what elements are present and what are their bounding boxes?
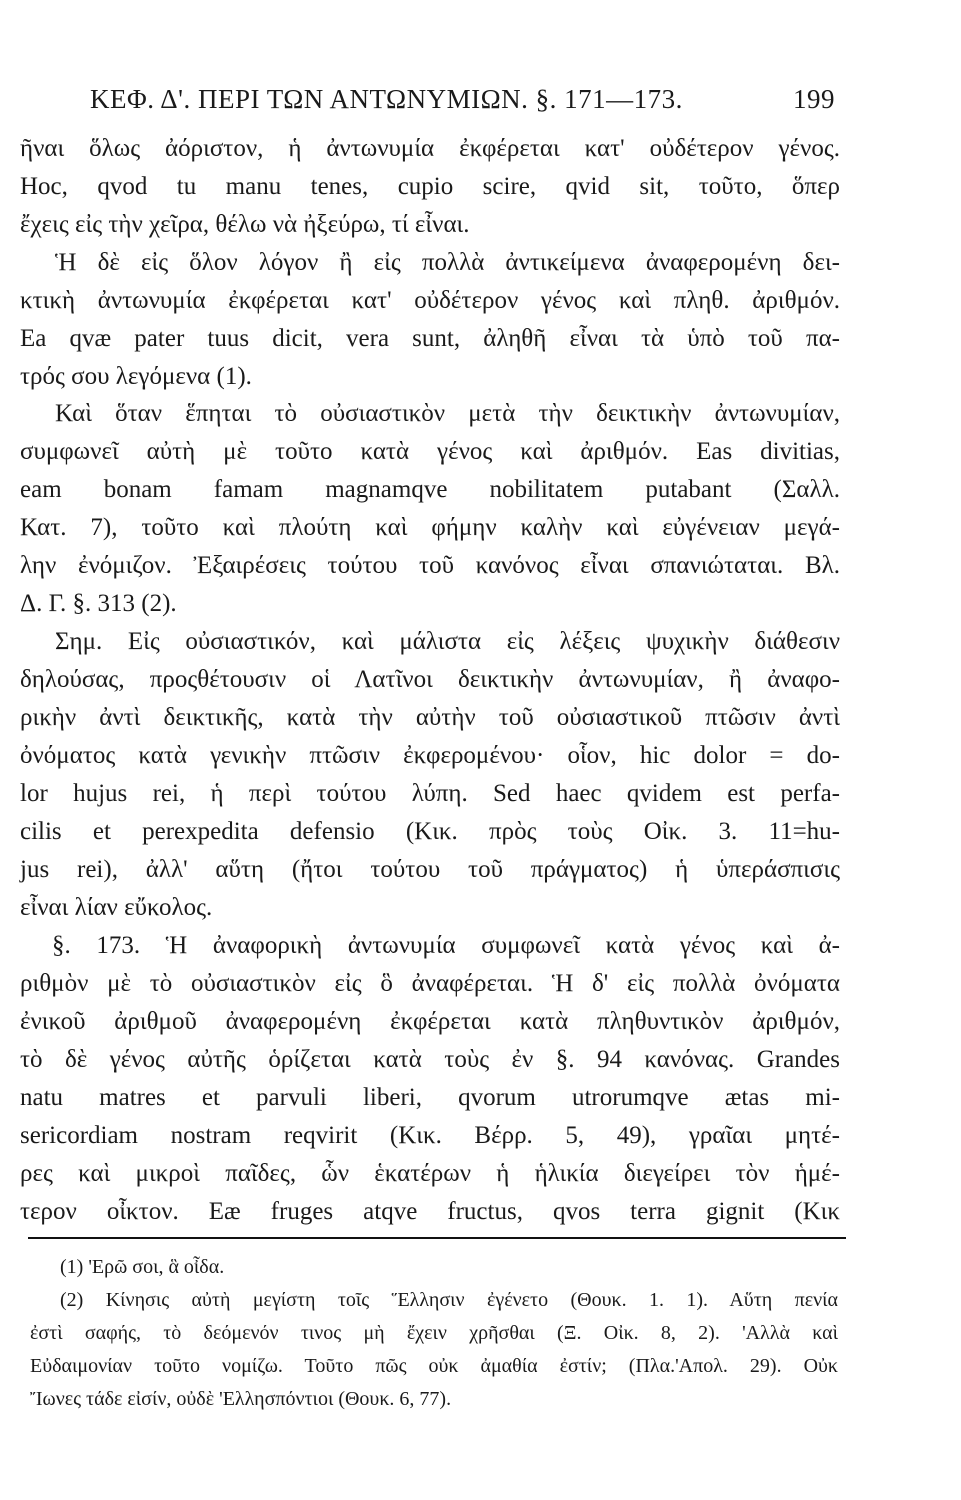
text-line: κτικὴ ἀντωνυμία ἐκφέρεται κατ' οὐδέτερον γένος καὶ πληθ. ἀριθμόν. xyxy=(20,287,840,314)
footnote: ἐστὶ σαφής, τὸ δεόμενόν τινος μὴ ἔχειν χρῆσθαι (Ξ. Οἰκ. 8, 2). 'Αλλὰ καὶ xyxy=(30,1322,838,1344)
text-line: ὀνόματος κατὰ γενικὴν πτῶσιν ἐκφερομένου· οἷον, hic dolor = do- xyxy=(20,742,840,769)
text-line: jus rei), ἀλλ' αὕτη (ἤτοι τούτου τοῦ πράγματος) ἡ ὑπεράσπισις xyxy=(20,856,840,883)
footnote: Ἴωνες τάδε εἰσίν, οὐδὲ 'Ελλησπόντιοι (Θουκ. 6, 77). xyxy=(30,1388,452,1410)
text-line: τὸ δὲ γένος αὐτῆς ὁρίζεται κατὰ τοὺς ἐν §. 94 κανόνας. Grandes xyxy=(20,1046,840,1073)
running-header xyxy=(90,84,835,124)
footnote: (2) Κίνησις αὐτὴ μεγίστη τοῖς Ἕλλησιν ἐγένετο (Θουκ. 1. 1). Αὕτη πενία xyxy=(60,1289,838,1311)
text-line: Κατ. 7), τοῦτο καὶ πλούτη καὶ φήμην καλὴν καὶ εὐγένειαν μεγά- xyxy=(20,514,840,541)
text-line: Σημ. Εἰς οὐσιαστικόν, καὶ μάλιστα εἰς λέξεις ψυχικὴν διάθεσιν xyxy=(55,628,840,655)
text-line: Ea qvæ pater tuus dicit, vera sunt, ἀληθῆ εἶναι τὰ ὑπὸ τοῦ πα- xyxy=(20,325,840,352)
text-line: Ἡ δὲ εἰς ὅλον λόγον ἢ εἰς πολλὰ ἀντικείμενα ἀναφερομένη δει- xyxy=(55,249,840,276)
text-line: Hoc, qvod tu manu tenes, cupio scire, qvid sit, τοῦτο, ὅπερ xyxy=(20,173,840,200)
text-line: eam bonam famam magnamqve nobilitatem putabant (Σαλλ. xyxy=(20,476,840,503)
text-line: sericordiam nostram reqvirit (Κικ. Βέρρ. 5, 49), γραῖαι μητέ- xyxy=(20,1122,840,1149)
text-line: lor hujus rei, ἡ περὶ τούτου λύπη. Sed haec qvidem est perfa- xyxy=(20,780,840,807)
footnote: (1) 'Ερῶ σοι, ἃ οἶδα. xyxy=(60,1256,225,1278)
text-line: ρικὴν ἀντὶ δεικτικῆς, κατὰ τὴν αὐτὴν τοῦ οὐσιαστικοῦ πτῶσιν ἀντὶ xyxy=(20,704,840,731)
text-line: τερον οἶκτον. Eæ fruges atqve fructus, qvos terra gignit (Κικ xyxy=(20,1198,840,1225)
text-line: εἶναι λίαν εὔκολος. xyxy=(20,894,213,921)
text-line: τρός σου λεγόμενα (1). xyxy=(20,363,252,390)
header-title: ΚΕΦ. Δ'. ΠΕΡΙ ΤΩΝ ΑΝΤΩΝΥΜΙΩΝ. §. 171—173. xyxy=(90,84,683,114)
text-line: ἔχεις εἰς τὴν χεῖρα, θέλω νὰ ἠξεύρω, τί εἶναι. xyxy=(20,211,470,238)
page-number: 199 xyxy=(793,84,835,114)
text-line: συμφωνεῖ αὐτὴ μὲ τοῦτο κατὰ γένος καὶ ἀριθμόν. Eas divitias, xyxy=(20,438,840,465)
text-line: δηλούσας, προςθέτουσιν οἱ Λατῖνοι δεικτικὴν ἀντωνυμίαν, ἢ ἀναφο- xyxy=(20,666,840,693)
text-line: Δ. Γ. §. 313 (2). xyxy=(20,590,177,617)
text-line: ἐνικοῦ ἀριθμοῦ ἀναφερομένη ἐκφέρεται κατὰ πληθυντικὸν ἀριθμόν, xyxy=(20,1008,840,1035)
text-line: natu matres et parvuli liberi, qvorum utrorumqve ætas mi- xyxy=(20,1084,840,1111)
footnote: Εὐδαιμονίαν τοῦτο νομίζω. Τοῦτο πῶς οὐκ ἀμαθία ἐστίν; (Πλα.'Απολ. 29). Οὐκ xyxy=(30,1355,838,1377)
section-heading-line: §. 173. Ἡ ἀναφορικὴ ἀντωνυμία συμφωνεῖ κατὰ γένος καὶ ἀ- xyxy=(52,932,840,959)
text-line: ρες καὶ μικροὶ παῖδες, ὧν ἑκατέρων ἡ ἡλικία διεγείρει τὸν ἡμέ- xyxy=(20,1160,840,1187)
text-line: ῆναι ὅλως ἀόριστον, ἡ ἀντωνυμία ἐκφέρεται κατ' οὐδέτερον γένος. xyxy=(20,135,840,162)
text-line: Καὶ ὅταν ἕπηται τὸ οὐσιαστικὸν μετὰ τὴν δεικτικὴν ἀντωνυμίαν, xyxy=(55,400,840,427)
text-line: ριθμὸν μὲ τὸ οὐσιαστικὸν εἰς ὃ ἀναφέρεται. Ἡ δ' εἰς πολλὰ ὀνόματα xyxy=(20,970,840,997)
text-line: cilis et perexpedita defensio (Κικ. πρὸς τοὺς Οἰκ. 3. 11=hu- xyxy=(20,818,840,845)
footnote-rule xyxy=(28,1237,846,1239)
text-line: λην ἐνόμιζον. Ἐξαιρέσεις τούτου τοῦ κανόνος εἶναι σπανιώταται. Βλ. xyxy=(20,552,840,579)
